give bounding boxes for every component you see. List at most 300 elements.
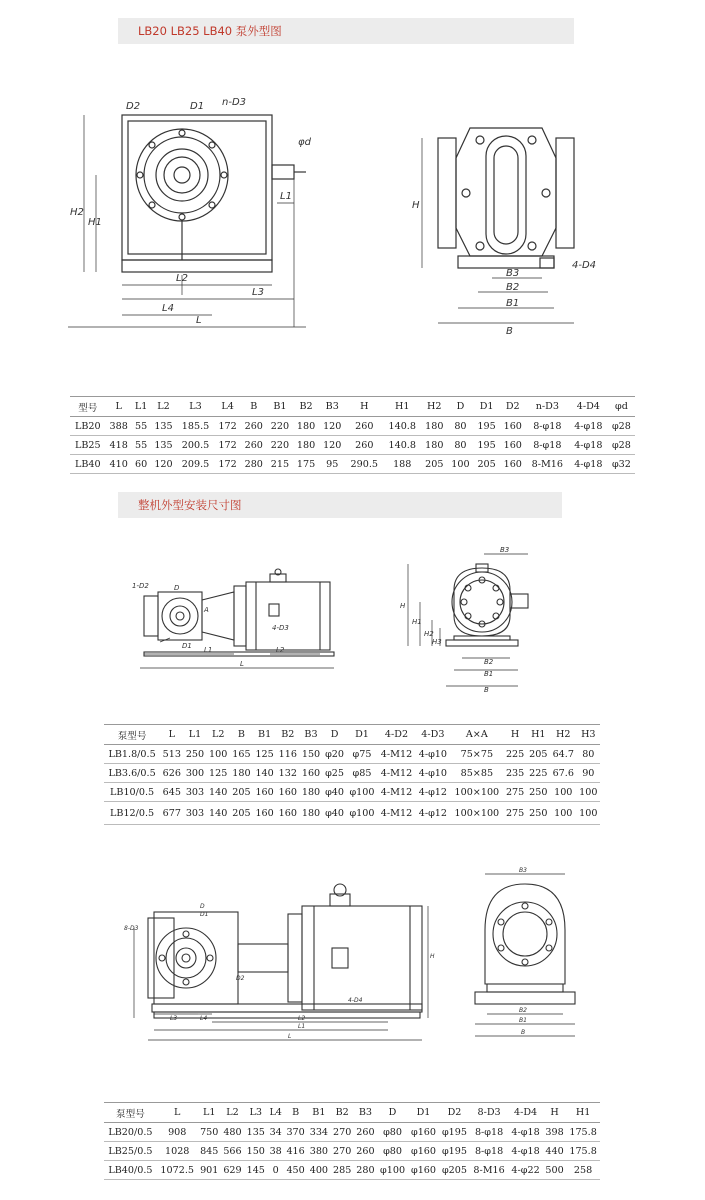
large-label-h: H: [430, 953, 435, 960]
unit-label-l: L: [240, 660, 244, 668]
table-cell: 4-φ22: [508, 1161, 543, 1180]
table-cell: 4-M12: [377, 745, 415, 764]
table-cell: 135: [244, 1123, 267, 1142]
table-cell: 116: [276, 745, 299, 764]
table-cell: 180: [230, 764, 253, 783]
table-cell: 195: [474, 436, 500, 455]
table-cell: 250: [527, 802, 550, 825]
table-cell: 8-M16: [470, 1161, 508, 1180]
table-cell: 38: [267, 1142, 284, 1161]
table-cell: 4-φ18: [569, 436, 608, 455]
table-cell: 270: [331, 1123, 354, 1142]
large-label-l4: L4: [200, 1015, 208, 1022]
header-cell: B: [230, 725, 253, 745]
table-cell: 172: [215, 455, 241, 474]
table-cell: 235: [504, 764, 527, 783]
table-cell: 4-φ12: [416, 783, 451, 802]
table-cell: 290.5: [345, 455, 383, 474]
table-cell: 172: [215, 436, 241, 455]
unit-side-b2: B2: [484, 658, 494, 666]
header-cell: L4: [215, 397, 241, 417]
table-cell: 67.6: [550, 764, 577, 783]
table-cell: 205: [230, 802, 253, 825]
table-cell: 140.8: [383, 436, 421, 455]
header-cell: L1: [183, 725, 206, 745]
table-cell: 275: [504, 802, 527, 825]
table-cell: φ195: [439, 1142, 470, 1161]
header-cell: L4: [267, 1103, 284, 1123]
header-cell: L2: [207, 725, 230, 745]
table-cell: 225: [527, 764, 550, 783]
table-cell: φ160: [408, 1142, 439, 1161]
table-cell: 132: [276, 764, 299, 783]
table-cell: LB20/0.5: [104, 1123, 157, 1142]
table-cell: φ100: [347, 783, 378, 802]
table-cell: 160: [253, 802, 276, 825]
header-cell: H1: [566, 1103, 600, 1123]
table-cell: 100: [550, 802, 577, 825]
header-cell: H: [504, 725, 527, 745]
table-row: [104, 802, 600, 825]
table-cell: 275: [504, 783, 527, 802]
table-cell: 135: [150, 417, 176, 436]
pump-side-drawing: [408, 98, 608, 343]
table-header-row: [70, 397, 635, 417]
large-label-d: D: [200, 903, 205, 910]
table-cell: 260: [345, 436, 383, 455]
table-cell: 500: [543, 1161, 566, 1180]
side-label-b3: B3: [506, 268, 520, 279]
section2-title-bar: [118, 492, 562, 518]
header-cell: B: [241, 397, 267, 417]
unit-side-b1: B1: [484, 670, 494, 678]
table-cell: 440: [543, 1142, 566, 1161]
table-cell: 1072.5: [157, 1161, 198, 1180]
table-cell: 180: [421, 436, 447, 455]
unit-side-h1: H1: [412, 618, 422, 626]
table-cell: 260: [354, 1142, 377, 1161]
table-cell: 380: [307, 1142, 330, 1161]
header-cell: 4-D3: [416, 725, 451, 745]
table-cell: 100: [577, 783, 600, 802]
header-cell: B2: [331, 1103, 354, 1123]
table-cell: 80: [577, 745, 600, 764]
table-cell: 175.8: [566, 1142, 600, 1161]
table-cell: φ28: [608, 436, 635, 455]
large-label-d1: D1: [200, 911, 209, 918]
header-cell: H1: [527, 725, 550, 745]
table-row: [104, 1123, 600, 1142]
table-cell: 195: [474, 417, 500, 436]
table-cell: 220: [267, 436, 293, 455]
front-label-l2: L2: [176, 273, 188, 284]
table-cell: 100: [577, 802, 600, 825]
header-cell: L1: [132, 397, 151, 417]
large-label-d2: D2: [236, 975, 245, 982]
front-label-l3: L3: [252, 287, 264, 298]
table-cell: 250: [183, 745, 206, 764]
table-cell: 4-M12: [377, 764, 415, 783]
table-cell: 8-φ18: [470, 1142, 508, 1161]
table-cell: 55: [132, 436, 151, 455]
table-cell: 165: [230, 745, 253, 764]
table-cell: 95: [319, 455, 345, 474]
table-cell: 150: [299, 745, 322, 764]
side-label-4d4: 4-D4: [572, 260, 597, 271]
table-cell: 260: [241, 436, 267, 455]
table-header-row: [104, 725, 600, 745]
large-side-b2: B2: [519, 1007, 527, 1014]
table-header-row: [104, 1103, 600, 1123]
table-cell: 280: [241, 455, 267, 474]
front-label-l1: L1: [280, 191, 292, 202]
table-cell: 4-φ18: [508, 1123, 543, 1142]
table-cell: 180: [293, 417, 319, 436]
header-cell: D1: [347, 725, 378, 745]
table-row: [104, 1161, 600, 1180]
table-row: [70, 455, 635, 474]
large-label-8d3: 8-D3: [124, 925, 139, 932]
table-cell: 303: [183, 783, 206, 802]
section1-title: LB20 LB25 LB40 泵外型图: [138, 24, 282, 38]
table-cell: 140.8: [383, 417, 421, 436]
table-cell: 901: [198, 1161, 221, 1180]
header-cell: 型号: [70, 397, 106, 417]
header-cell: D: [447, 397, 473, 417]
table-cell: 4-φ10: [416, 764, 451, 783]
unit-label-4d3: 4-D3: [272, 624, 289, 632]
header-cell: L3: [177, 397, 215, 417]
table-cell: LB40/0.5: [104, 1161, 157, 1180]
header-cell: 泵型号: [104, 725, 160, 745]
table-cell: 125: [207, 764, 230, 783]
table-cell: 626: [160, 764, 183, 783]
table-cell: 175.8: [566, 1123, 600, 1142]
header-cell: B: [284, 1103, 307, 1123]
header-cell: H2: [421, 397, 447, 417]
unit-label-l1: L1: [204, 646, 213, 654]
table-cell: 180: [299, 802, 322, 825]
table-cell: 34: [267, 1123, 284, 1142]
header-cell: B1: [267, 397, 293, 417]
front-label-l4: L4: [162, 303, 174, 314]
table-cell: 100: [447, 455, 473, 474]
table-cell: 645: [160, 783, 183, 802]
table-cell: 4-φ18: [508, 1142, 543, 1161]
header-cell: D: [377, 1103, 408, 1123]
table-cell: 120: [319, 436, 345, 455]
table-cell: φ160: [408, 1161, 439, 1180]
table-cell: 270: [331, 1142, 354, 1161]
large-label-l3: L3: [170, 1015, 178, 1022]
header-cell: D: [323, 725, 347, 745]
unit-side-h: H: [400, 602, 406, 610]
table-cell: φ80: [377, 1123, 408, 1142]
table-cell: 85×85: [450, 764, 503, 783]
table-cell: φ100: [347, 802, 378, 825]
table-cell: 160: [276, 783, 299, 802]
unit-side-b: B: [484, 686, 489, 694]
table-cell: 100: [550, 783, 577, 802]
header-cell: 4-D4: [569, 397, 608, 417]
table-cell: 160: [500, 436, 526, 455]
table-cell: 205: [527, 745, 550, 764]
table-cell: 150: [244, 1142, 267, 1161]
table-cell: 4-φ18: [569, 455, 608, 474]
table-cell: 205: [421, 455, 447, 474]
table-cell: 388: [106, 417, 132, 436]
table-cell: φ40: [323, 783, 347, 802]
header-cell: D1: [474, 397, 500, 417]
table-cell: φ40: [323, 802, 347, 825]
table-cell: 285: [331, 1161, 354, 1180]
header-cell: L2: [150, 397, 176, 417]
table-cell: 225: [504, 745, 527, 764]
table-row: [70, 436, 635, 455]
table-cell: 4-φ12: [416, 802, 451, 825]
table-row: [104, 1142, 600, 1161]
header-cell: D2: [439, 1103, 470, 1123]
table-cell: 908: [157, 1123, 198, 1142]
header-cell: 4-D2: [377, 725, 415, 745]
table-cell: 205: [230, 783, 253, 802]
large-unit-front-drawing: [118, 858, 438, 1048]
table-cell: 120: [150, 455, 176, 474]
pump-front-drawing: [62, 95, 334, 343]
table-cell: 160: [500, 455, 526, 474]
table-cell: φ80: [377, 1142, 408, 1161]
large-label-l: L: [288, 1033, 292, 1040]
table-cell: LB40: [70, 455, 106, 474]
large-label-l1: L1: [298, 1023, 306, 1030]
table-cell: 160: [276, 802, 299, 825]
header-cell: H: [543, 1103, 566, 1123]
front-label-h1: H1: [88, 217, 102, 228]
table-cell: 205: [474, 455, 500, 474]
table-cell: 100×100: [450, 783, 503, 802]
table-cell: 8-φ18: [470, 1123, 508, 1142]
large-label-4d4: 4-D4: [348, 997, 363, 1004]
header-cell: B1: [253, 725, 276, 745]
header-cell: B3: [299, 725, 322, 745]
table-cell: LB20: [70, 417, 106, 436]
table-cell: 220: [267, 417, 293, 436]
table-cell: 100×100: [450, 802, 503, 825]
side-label-b2: B2: [506, 282, 520, 293]
unit-side-drawing: [388, 540, 563, 695]
table-cell: 300: [183, 764, 206, 783]
table-cell: 8-φ18: [526, 436, 569, 455]
table-cell: 180: [421, 417, 447, 436]
header-cell: H3: [577, 725, 600, 745]
table-cell: 145: [244, 1161, 267, 1180]
large-label-l2: L2: [298, 1015, 306, 1022]
table-cell: 260: [345, 417, 383, 436]
table-cell: 334: [307, 1123, 330, 1142]
table-cell: φ75: [347, 745, 378, 764]
table-cell: φ32: [608, 455, 635, 474]
table-cell: φ20: [323, 745, 347, 764]
front-label-d2: D2: [126, 101, 141, 112]
table-cell: 55: [132, 417, 151, 436]
table-cell: 629: [221, 1161, 244, 1180]
unit-side-h2: H2: [424, 630, 434, 638]
header-cell: L: [160, 725, 183, 745]
table-cell: φ160: [408, 1123, 439, 1142]
front-label-phid: φd: [298, 137, 311, 148]
table-cell: 400: [307, 1161, 330, 1180]
table-cell: LB10/0.5: [104, 783, 160, 802]
front-label-l: L: [196, 315, 202, 326]
table-cell: 209.5: [177, 455, 215, 474]
header-cell: L: [157, 1103, 198, 1123]
header-cell: 4-D4: [508, 1103, 543, 1123]
section2-title: 整机外型安装尺寸图: [138, 498, 242, 512]
table-cell: 120: [319, 417, 345, 436]
table-cell: LB3.6/0.5: [104, 764, 160, 783]
front-label-d1: D1: [190, 101, 205, 112]
table-cell: 135: [150, 436, 176, 455]
table-cell: φ205: [439, 1161, 470, 1180]
table-cell: 4-M12: [377, 783, 415, 802]
table-cell: 4-φ10: [416, 745, 451, 764]
table-cell: 8-φ18: [526, 417, 569, 436]
table-cell: 750: [198, 1123, 221, 1142]
table-cell: 410: [106, 455, 132, 474]
table-cell: 80: [447, 436, 473, 455]
table-cell: 160: [500, 417, 526, 436]
table-row: [104, 783, 600, 802]
section1-table: [70, 396, 635, 474]
table-cell: 185.5: [177, 417, 215, 436]
header-cell: B1: [307, 1103, 330, 1123]
section2-table: [104, 724, 600, 825]
header-cell: B3: [319, 397, 345, 417]
table-cell: 260: [241, 417, 267, 436]
large-side-b: B: [521, 1029, 526, 1036]
table-cell: 280: [354, 1161, 377, 1180]
table-cell: φ25: [323, 764, 347, 783]
header-cell: H2: [550, 725, 577, 745]
side-label-b: B: [506, 326, 513, 337]
unit-front-drawing: [130, 568, 355, 673]
table-cell: 188: [383, 455, 421, 474]
side-label-h: H: [412, 200, 420, 211]
section3-table: [104, 1102, 600, 1180]
unit-label-a: A: [204, 606, 209, 614]
table-cell: 450: [284, 1161, 307, 1180]
table-cell: 260: [354, 1123, 377, 1142]
table-cell: 160: [253, 783, 276, 802]
table-cell: 140: [253, 764, 276, 783]
table-cell: φ85: [347, 764, 378, 783]
large-unit-side-drawing: [465, 860, 585, 1040]
header-cell: H: [345, 397, 383, 417]
header-cell: B2: [276, 725, 299, 745]
table-cell: 0: [267, 1161, 284, 1180]
header-cell: φd: [608, 397, 635, 417]
header-cell: 泵型号: [104, 1103, 157, 1123]
header-cell: D2: [500, 397, 526, 417]
table-cell: 370: [284, 1123, 307, 1142]
table-cell: 64.7: [550, 745, 577, 764]
table-cell: 566: [221, 1142, 244, 1161]
header-cell: B2: [293, 397, 319, 417]
table-row: [70, 417, 635, 436]
table-cell: 480: [221, 1123, 244, 1142]
table-cell: LB1.8/0.5: [104, 745, 160, 764]
table-row: [104, 745, 600, 764]
table-cell: 175: [293, 455, 319, 474]
table-cell: 200.5: [177, 436, 215, 455]
table-cell: 398: [543, 1123, 566, 1142]
header-cell: L1: [198, 1103, 221, 1123]
unit-label-1d2: 1-D2: [132, 582, 149, 590]
table-cell: LB25: [70, 436, 106, 455]
table-cell: 513: [160, 745, 183, 764]
table-cell: 4-φ18: [569, 417, 608, 436]
side-label-b1: B1: [506, 298, 520, 309]
large-side-b3: B3: [519, 867, 527, 874]
table-cell: 160: [299, 764, 322, 783]
table-cell: 258: [566, 1161, 600, 1180]
table-cell: φ100: [377, 1161, 408, 1180]
table-cell: 172: [215, 417, 241, 436]
table-cell: LB12/0.5: [104, 802, 160, 825]
table-cell: 8-M16: [526, 455, 569, 474]
table-cell: 140: [207, 783, 230, 802]
unit-label-l2: L2: [276, 646, 285, 654]
table-row: [104, 764, 600, 783]
table-cell: 180: [299, 783, 322, 802]
table-cell: 125: [253, 745, 276, 764]
table-cell: 75×75: [450, 745, 503, 764]
table-cell: 140: [207, 802, 230, 825]
unit-label-d1: D1: [182, 642, 192, 650]
header-cell: L2: [221, 1103, 244, 1123]
unit-side-b3: B3: [500, 546, 510, 554]
header-cell: n-D3: [526, 397, 569, 417]
unit-label-d: D: [174, 584, 180, 592]
table-cell: φ195: [439, 1123, 470, 1142]
table-cell: 100: [207, 745, 230, 764]
header-cell: L: [106, 397, 132, 417]
table-cell: 180: [293, 436, 319, 455]
table-cell: 416: [284, 1142, 307, 1161]
header-cell: A×A: [450, 725, 503, 745]
header-cell: 8-D3: [470, 1103, 508, 1123]
table-cell: 215: [267, 455, 293, 474]
large-side-b1: B1: [519, 1017, 527, 1024]
table-cell: 303: [183, 802, 206, 825]
table-cell: 418: [106, 436, 132, 455]
unit-side-h3: H3: [432, 638, 442, 646]
table-cell: φ28: [608, 417, 635, 436]
table-cell: 80: [447, 417, 473, 436]
front-label-h2: H2: [70, 207, 84, 218]
header-cell: B3: [354, 1103, 377, 1123]
table-cell: 1028: [157, 1142, 198, 1161]
header-cell: L3: [244, 1103, 267, 1123]
table-cell: 250: [527, 783, 550, 802]
table-cell: 4-M12: [377, 802, 415, 825]
table-cell: 90: [577, 764, 600, 783]
header-cell: D1: [408, 1103, 439, 1123]
section1-title-bar: [118, 18, 574, 44]
table-cell: LB25/0.5: [104, 1142, 157, 1161]
table-cell: 845: [198, 1142, 221, 1161]
table-cell: 60: [132, 455, 151, 474]
